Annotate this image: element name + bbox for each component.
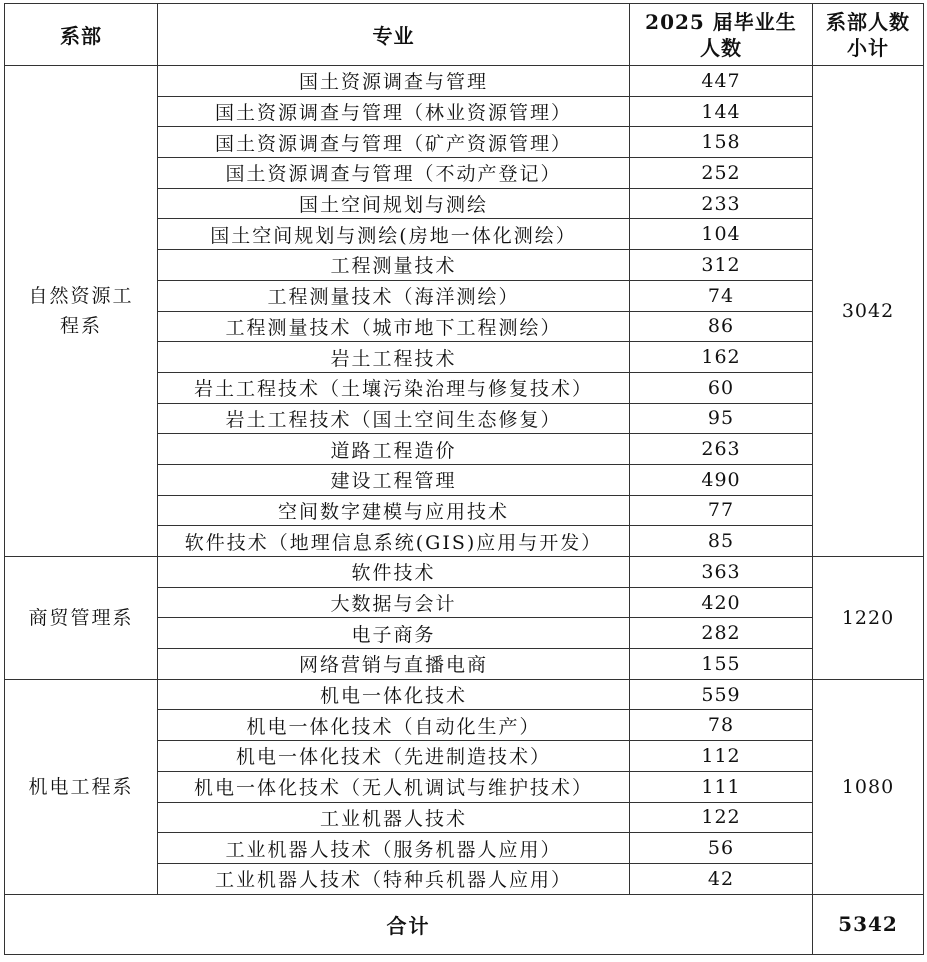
major-cell: 工程测量技术（海洋测绘）	[158, 280, 630, 311]
major-cell: 国土资源调查与管理	[158, 66, 630, 97]
count-cell: 60	[630, 372, 813, 403]
header-grads-line2: 人数	[700, 35, 742, 60]
count-cell: 74	[630, 280, 813, 311]
count-cell: 252	[630, 158, 813, 189]
major-cell: 机电一体化技术	[158, 679, 630, 710]
count-cell: 158	[630, 127, 813, 158]
major-cell: 岩土工程技术	[158, 342, 630, 373]
count-cell: 447	[630, 66, 813, 97]
header-major-text: 专业	[372, 24, 415, 48]
major-cell: 工业机器人技术（服务机器人应用）	[158, 833, 630, 864]
major-cell: 网络营销与直播电商	[158, 649, 630, 680]
total-value: 5342	[813, 894, 924, 954]
count-cell: 85	[630, 526, 813, 557]
header-grads-line1: 2025 届毕业生	[645, 9, 797, 34]
major-cell: 工程测量技术（城市地下工程测绘）	[158, 311, 630, 342]
major-cell: 岩土工程技术（国土空间生态修复）	[158, 403, 630, 434]
count-cell: 155	[630, 649, 813, 680]
count-cell: 122	[630, 802, 813, 833]
dept-name-cell	[5, 66, 158, 557]
major-cell: 工程测量技术	[158, 250, 630, 281]
count-cell: 86	[630, 311, 813, 342]
major-cell: 软件技术（地理信息系统(GIS)应用与开发）	[158, 526, 630, 557]
count-cell: 77	[630, 495, 813, 526]
major-cell: 大数据与会计	[158, 587, 630, 618]
major-cell: 国土资源调查与管理（矿产资源管理）	[158, 127, 630, 158]
count-cell: 263	[630, 434, 813, 465]
count-cell: 490	[630, 464, 813, 495]
count-cell: 363	[630, 557, 813, 588]
count-cell: 56	[630, 833, 813, 864]
total-label: 合计	[5, 894, 813, 954]
header-grads	[630, 4, 813, 66]
header-dept	[5, 4, 158, 66]
table-row	[5, 679, 924, 710]
total-row	[5, 894, 924, 954]
major-cell: 电子商务	[158, 618, 630, 649]
dept-name-line1: 商贸管理系	[28, 606, 134, 629]
table-body	[5, 66, 924, 955]
major-cell: 国土空间规划与测绘(房地一体化测绘）	[158, 219, 630, 250]
major-cell: 机电一体化技术（无人机调试与维护技术）	[158, 771, 630, 802]
count-cell: 42	[630, 863, 813, 894]
count-cell: 95	[630, 403, 813, 434]
table-row	[5, 66, 924, 97]
major-cell: 机电一体化技术（自动化生产）	[158, 710, 630, 741]
header-subtotal-line2: 小计	[847, 35, 889, 60]
major-cell: 建设工程管理	[158, 464, 630, 495]
count-cell: 112	[630, 741, 813, 772]
count-cell: 144	[630, 96, 813, 127]
major-cell: 工业机器人技术（特种兵机器人应用）	[158, 863, 630, 894]
major-cell: 国土资源调查与管理（林业资源管理）	[158, 96, 630, 127]
dept-subtotal-cell: 1080	[813, 679, 924, 894]
header-major	[158, 4, 630, 66]
header-row	[5, 4, 924, 66]
major-cell: 机电一体化技术（先进制造技术）	[158, 741, 630, 772]
count-cell: 111	[630, 771, 813, 802]
dept-name-line1: 自然资源工	[28, 285, 134, 307]
count-cell: 559	[630, 679, 813, 710]
dept-subtotal-cell: 1220	[813, 557, 924, 680]
count-cell: 78	[630, 710, 813, 741]
count-cell: 420	[630, 587, 813, 618]
count-cell: 104	[630, 219, 813, 250]
major-cell: 工业机器人技术	[158, 802, 630, 833]
major-cell: 空间数字建模与应用技术	[158, 495, 630, 526]
major-cell: 岩土工程技术（土壤污染治理与修复技术）	[158, 372, 630, 403]
dept-name-line1: 机电工程系	[28, 775, 134, 798]
header-subtotal	[813, 4, 924, 66]
count-cell: 312	[630, 250, 813, 281]
dept-name-cell	[5, 679, 158, 894]
major-cell: 道路工程造价	[158, 434, 630, 465]
header-dept-text: 系部	[60, 24, 102, 48]
dept-name-line2: 程系	[59, 315, 102, 337]
table-row	[5, 557, 924, 588]
major-cell: 国土资源调查与管理（不动产登记）	[158, 158, 630, 189]
header-subtotal-line1: 系部人数	[826, 9, 910, 34]
count-cell: 162	[630, 342, 813, 373]
count-cell: 282	[630, 618, 813, 649]
dept-name-cell	[5, 557, 158, 680]
graduates-table	[4, 3, 924, 955]
major-cell: 软件技术	[158, 557, 630, 588]
count-cell: 233	[630, 188, 813, 219]
dept-subtotal-cell: 3042	[813, 66, 924, 557]
major-cell: 国土空间规划与测绘	[158, 188, 630, 219]
